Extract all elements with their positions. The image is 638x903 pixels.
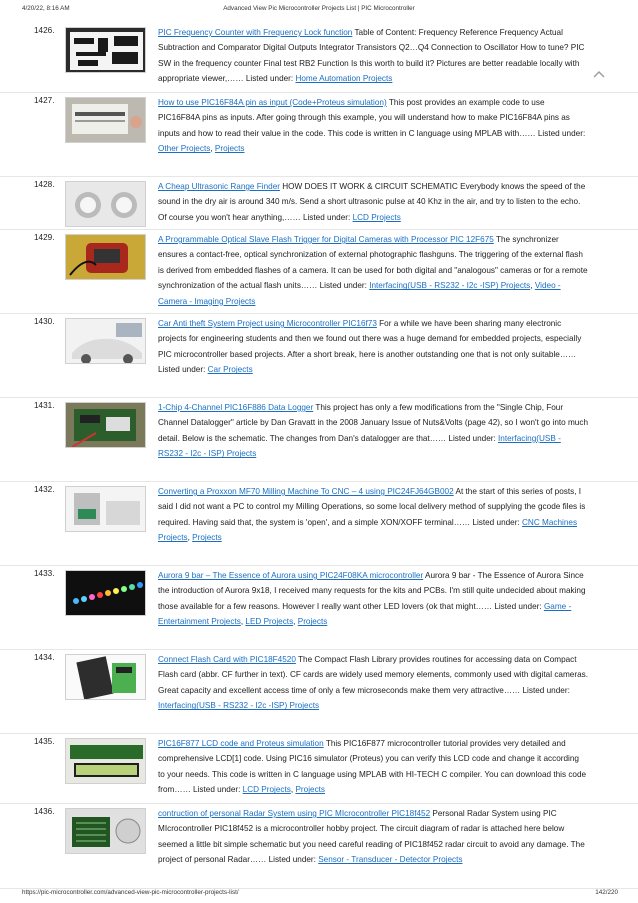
listed-under-label: Listed under:: [448, 433, 496, 443]
category-link[interactable]: Projects: [295, 785, 326, 795]
project-excerpt: This project has only a few modifications from the "Single Chip, Four Channel Datalogger" article by Dan Gravatt in the 2008 January Issue of Nuts&Volts (page 42), so I won't go into much detail. Below is the schematic. The changes from Dan's datalogger are that……: [158, 403, 589, 443]
project-title-link[interactable]: Car Anti theft System Project using Microcontroller PIC16f73: [158, 319, 377, 328]
category-link[interactable]: Interfacing(USB - RS232 - I2c -ISP) Projects: [158, 701, 320, 711]
project-thumbnail[interactable]: [65, 181, 146, 227]
item-number: 1434.: [34, 653, 55, 662]
list-item: [0, 314, 638, 398]
category-link[interactable]: CNC Machines Projects: [158, 517, 578, 543]
project-thumbnail[interactable]: [65, 234, 146, 280]
project-thumbnail[interactable]: [65, 570, 146, 616]
item-number: 1432.: [34, 485, 55, 494]
item-description-block: [158, 400, 588, 462]
project-excerpt: HOW DOES IT WORK & CIRCUIT SCHEMATIC Everybody knows the speed of the sound in the dry air is around 340 m/s. Send a short ultrasonic pulse at 40 Khz in the air, and try to listen to the echo. Of course you won't hear anything,……: [158, 182, 586, 222]
item-number: 1428.: [34, 180, 55, 189]
item-description-block: [158, 652, 588, 714]
print-footer: [0, 885, 638, 903]
print-url: https://pic-microcontroller.com/advanced-view-pic-microcontroller-projects-list/: [22, 889, 239, 896]
project-excerpt: Personal Radar System using PIC MIcrocontroller PIC18f452 is a microcontroller hobby project. The circuit diagram of radar is attached here below seemed a little bit simple schematic but you need careful reading of PIC18f452 radar circuit to avoid any damage. The project of personal Radar……: [158, 809, 585, 865]
list-item: [0, 398, 638, 482]
item-description-block: [158, 25, 588, 87]
print-page-count: 142/220: [595, 889, 618, 896]
project-title-link[interactable]: A Cheap Ultrasonic Range Finder: [158, 182, 280, 191]
item-number: 1426.: [34, 26, 55, 35]
project-thumbnail[interactable]: [65, 654, 146, 700]
item-number: 1435.: [34, 737, 55, 746]
list-item: [0, 650, 638, 734]
item-description-block: How to use PIC16F84A pin as input (Code+Proteus simulation) This post provides an example code to use PIC16F84A pins as inputs. After going through this example, you will understand how to make PIC16F84A pins as inputs and how to read their value in the code. This code is written in C language using MPLAB with…… Listed under: Other Projects, Projects: [158, 98, 586, 154]
project-thumbnail[interactable]: [65, 27, 146, 73]
project-title-link[interactable]: PIC16F877 LCD code and Proteus simulation: [158, 739, 324, 748]
list-item: [0, 230, 638, 314]
item-description-block: A Programmable Optical Slave Flash Trigger for Digital Cameras with Processor PIC 12F675 The synchronizer ensures a contact-free, optical synchronization of external photographic flashguns. The triggering of the external flash is derived from embedded flashes of a camera. It can be used for both digital and "analogous" cameras or for a remote synchronization of the actual flash units…… Listed under: Interfacing(USB - RS232 - I2c -ISP) Projects, Video - Camera - Imaging Projects: [158, 235, 588, 306]
project-title-link[interactable]: How to use PIC16F84A pin as input (Code+Proteus simulation): [158, 98, 387, 107]
project-thumbnail[interactable]: [65, 808, 146, 854]
item-description-block: PIC16F877 LCD code and Proteus simulation This PIC16F877 microcontroller tutorial provides very detailed and comprehensive LCD[1] code. Using PIC16 simulator (Proteus) you can verify this LCD code and change it according to your needs. This code is written in C language using MPLAB with HI-TECH C compiler. You can download this code from…… Listed under: LCD Projects, Projects: [158, 739, 587, 795]
project-title-link[interactable]: PIC Frequency Counter with Frequency Lock function: [158, 28, 353, 37]
item-description-block: [158, 316, 588, 378]
list-item: [0, 566, 638, 650]
item-description-block: Converting a Proxxon MF70 Milling Machine To CNC – 4 using PIC24FJ64GB002 At the start of this series of posts, I said I did not want a PC to control my Milling Operations, so some local delivery method of supplying the gcode files is required. Having said that, the system is 'open', and a simple XON/XOFF terminal…… Listed under: CNC Machines Projects, Projects: [158, 487, 586, 543]
listed-under-label: Listed under:: [472, 517, 520, 527]
item-number: 1429.: [34, 233, 55, 242]
project-excerpt: This PIC16F877 microcontroller tutorial provides very detailed and comprehensive LCD[1] code. Using PIC16 simulator (Proteus) you can verify this LCD code and change it according to your needs. This code is written in C language using MPLAB with HI-TECH C compiler. You can download this code from……: [158, 739, 587, 795]
project-title-link[interactable]: Connect Flash Card with PIC18F4520: [158, 655, 296, 664]
project-title-link[interactable]: A Programmable Optical Slave Flash Trigger for Digital Cameras with Processor PIC 12F675: [158, 235, 494, 244]
project-excerpt: The synchronizer ensures a contact-free, optical synchronization of external photographic flashguns. The triggering of the external flash is derived from embedded flashes of a camera. It can be used for both digital and "analogous" cameras or for a remote synchronization of the actual flash units……: [158, 235, 588, 291]
listed-under-label: Listed under:: [302, 212, 351, 222]
category-link[interactable]: Projects: [192, 533, 222, 543]
project-thumbnail[interactable]: [65, 486, 146, 532]
category-link[interactable]: Projects: [297, 617, 328, 627]
listed-under-label: Listed under:: [245, 74, 294, 84]
project-excerpt: Aurora 9 bar - The Essence of Aurora Since the introduction of Aurora 9x18, I received many requests for the kits and PCBs. I'm still quite undecided about making those available for a few reasons. However I really want other LED lovers (ok that might……: [158, 571, 586, 611]
category-link[interactable]: Home Automation Projects: [295, 74, 393, 84]
item-description-block: Aurora 9 bar – The Essence of Aurora using PIC24F08KA microcontroller Aurora 9 bar - The Essence of Aurora Since the introduction of Aurora 9x18, I received many requests for the kits and PCBs. I'm still quite undecided about making those available for a few reasons. However I really want other LED lovers (ok that might…… Listed under: Game - Entertainment Projects, LED Projects, Projects: [158, 571, 586, 627]
list-item: [0, 177, 638, 230]
item-number: 1431.: [34, 401, 55, 410]
project-title-link[interactable]: 1-Chip 4-Channel PIC16F886 Data Logger: [158, 403, 314, 412]
list-item: [0, 93, 638, 177]
category-link[interactable]: LCD Projects: [352, 212, 401, 222]
item-description-block: [158, 806, 588, 868]
listed-under-label: Listed under:: [193, 785, 241, 795]
listed-under-label: Listed under:: [158, 365, 206, 375]
project-thumbnail[interactable]: [65, 402, 146, 448]
category-link[interactable]: Sensor - Transducer - Detector Projects: [318, 855, 463, 865]
category-link[interactable]: Projects: [214, 144, 245, 154]
print-page-title: Advanced View Pic Microcontroller Projects List | PIC Microcontroller: [223, 5, 415, 12]
list-item: [0, 804, 638, 889]
item-description-block: [158, 179, 588, 225]
project-excerpt: Table of Content: Frequency Reference Frequency Actual Subtraction and Comparator Digital Outputs Integrator Transistors Q2…Q4 Connection to Oscillator How to tune? PIC SW in the frequency counter Final test RB2 Function Is this worth to build it? Pictures are better readable locally with appropriate viewer,……: [158, 28, 585, 84]
list-item: [0, 482, 638, 566]
project-excerpt: The Compact Flash Library provides routines for accessing data on Compact Flash card (abbr. CF further in text). CF cards are widely used memory elements, commonly used with digital cameras. Great capacity and excellent access time of only a few microseconds make them very attractive……: [158, 655, 588, 695]
listed-under-label: Listed under:: [522, 685, 570, 695]
category-link[interactable]: Other Projects: [158, 144, 211, 154]
project-title-link[interactable]: Aurora 9 bar – The Essence of Aurora using PIC24F08KA microcontroller: [158, 571, 424, 580]
project-excerpt: At the start of this series of posts, I said I did not want a PC to control my Milling Operations, so some local delivery method of supplying the gcode files is required. Having said that, the system is 'open', and a simple XON/XOFF terminal……: [158, 487, 586, 527]
listed-under-label: Listed under:: [319, 281, 367, 291]
project-thumbnail[interactable]: [65, 318, 146, 364]
item-number: 1433.: [34, 569, 55, 578]
category-link[interactable]: LCD Projects: [242, 785, 291, 795]
print-header: [0, 0, 638, 16]
category-link[interactable]: Interfacing(USB - RS232 - I2c - ISP) Projects: [158, 433, 561, 459]
listed-under-label: Listed under:: [537, 128, 586, 138]
listed-under-label: Listed under:: [494, 601, 542, 611]
list-item: [0, 23, 638, 93]
project-title-link[interactable]: Converting a Proxxon MF70 Milling Machine To CNC – 4 using PIC24FJ64GB002: [158, 487, 454, 496]
category-link[interactable]: Game - Entertainment Projects: [158, 601, 572, 627]
listed-under-label: Listed under:: [268, 855, 316, 865]
category-link[interactable]: Video - Camera - Imaging Projects: [158, 281, 561, 306]
list-item: [0, 734, 638, 804]
category-link[interactable]: Interfacing(USB - RS232 - I2c -ISP) Projects: [369, 281, 531, 291]
item-number: 1436.: [34, 807, 55, 816]
project-excerpt: For a while we have been sharing many electronic projects for engineering students and then we found out there was a huge demand for embedded projects, especially PIC microcontroller based projects. After a short break, here is another outstanding one that is not only suitable……: [158, 319, 582, 359]
project-list: [0, 23, 638, 889]
item-number: 1427.: [34, 96, 55, 105]
project-thumbnail[interactable]: [65, 738, 146, 784]
print-date: 4/20/22, 8:16 AM: [22, 5, 70, 12]
category-link[interactable]: LED Projects: [245, 617, 294, 627]
item-number: 1430.: [34, 317, 55, 326]
category-link[interactable]: Car Projects: [207, 365, 253, 375]
project-title-link[interactable]: contruction of personal Radar System using PIC MIcrocontroller PIC18f452: [158, 809, 431, 818]
project-excerpt: This post provides an example code to use PIC16F84A pins as inputs. After going through this example, you will understand how to make PIC16F84A pins as inputs and how to read their value in the code. This code is written in C language using MPLAB with……: [158, 98, 570, 138]
project-thumbnail[interactable]: [65, 97, 146, 143]
